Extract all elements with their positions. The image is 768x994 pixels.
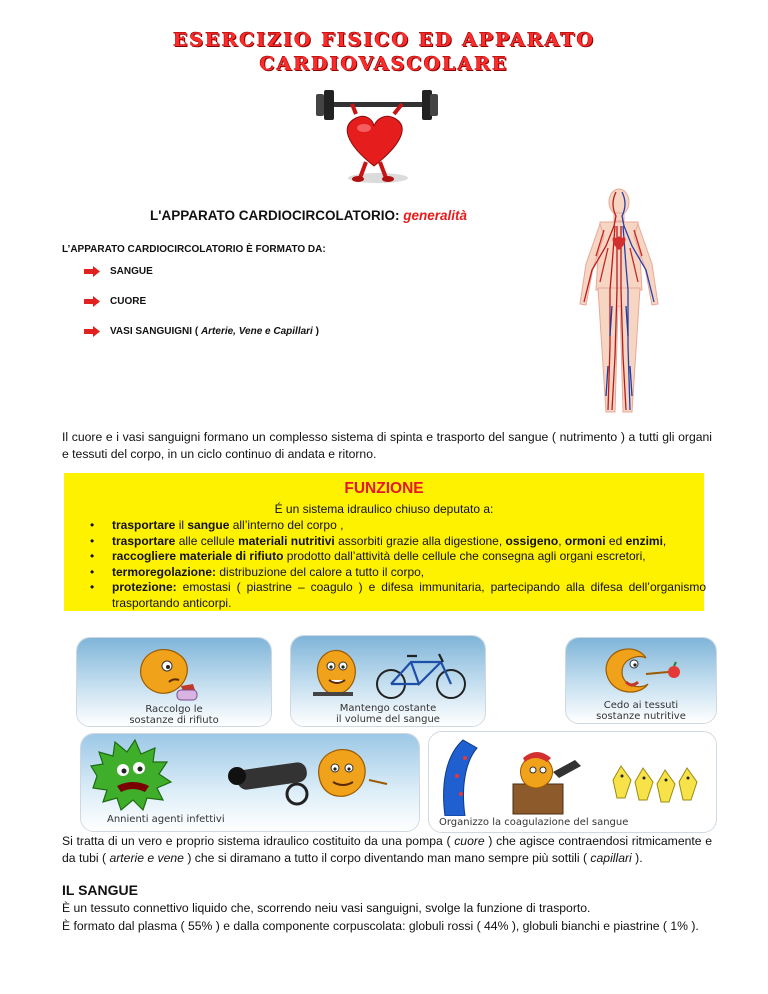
funzione-item: • raccogliere materiale di rifiuto prodotto dall’attività delle cellule che consegna agli organi escretori, <box>90 549 646 563</box>
funzione-item: • protezione: emostasi ( piastrine – coagulo ) e difesa immunitaria, partecipando alla difesa dell’organismo trasportando anticorpi. <box>90 580 706 610</box>
component-label: CUORE <box>110 296 147 307</box>
sangue-line-1: È un tessuto connettivo liquido che, scorrendo neiu vasi sanguigni, svolge la funzione di trasporto. <box>62 901 591 915</box>
section-heading-main: L'APPARATO CARDIOCIRCOLATORIO: <box>150 208 404 223</box>
title-line-1: ESERCIZIO FISICO ED APPARATO <box>172 29 596 51</box>
caption-line: sostanze nutritive <box>596 711 686 722</box>
caption-line: Annienti agenti infettivi <box>107 814 225 825</box>
platelets-group-icon <box>613 766 697 802</box>
blood-cell-character-icon <box>313 650 355 696</box>
paragraph-1: Il cuore e i vasi sanguigni formano un complesso sistema di spinta e trasporto del sangue ( nutrimento ) a tutti gli organi e tessuti del corpo, in un ciclo continuo di andata e ritorno. <box>62 430 712 461</box>
cannon-icon <box>228 761 308 804</box>
component-item-sangue <box>84 266 153 277</box>
caption-line: sostanze di rifiuto <box>129 715 219 726</box>
caption-line: Mantengo costante <box>339 703 437 714</box>
funzione-title: FUNZIONE <box>344 480 424 497</box>
component-label: VASI SANGUIGNI ( Arterie, Vene e Capillari ) <box>110 326 319 337</box>
red-arrow-icon <box>84 266 100 277</box>
intro-line: L’APPARATO CARDIOCIRCOLATORIO È FORMATO DA: <box>62 244 326 255</box>
section-heading-accent: generalità <box>403 208 467 223</box>
caption-line: Cedo ai tessuti <box>603 700 679 711</box>
red-arrow-icon <box>84 296 100 307</box>
caption-line: Organizzo la coagulazione del sangue <box>439 817 629 828</box>
title-line-2: CARDIOVASCOLARE <box>259 53 509 75</box>
illustration-panel-nutrients <box>565 637 717 724</box>
component-item-vasi <box>84 326 319 337</box>
blood-cell-character-icon <box>586 640 706 700</box>
funzione-item: • termoregolazione: distribuzione del calore a tutto il corpo, <box>90 564 425 579</box>
component-label: SANGUE <box>110 266 153 277</box>
caption-line: Raccolgo le <box>145 704 203 715</box>
circulatory-system-image <box>560 186 678 422</box>
sangue-heading: IL SANGUE <box>62 882 138 898</box>
illustration-panel-waste <box>76 637 272 727</box>
illustration-panel-volume <box>290 635 486 727</box>
illustration-panel-defense <box>80 733 420 832</box>
heart-weightlifter-image <box>316 82 438 188</box>
funzione-item: • trasportare il sangue all’interno del corpo , <box>90 518 344 532</box>
blood-cell-character-icon <box>131 642 211 702</box>
paragraph-2: Si tratta di un vero e proprio sistema idraulico costituito da una pompa ( cuore ) che agisce contraendosi ritmicamente e da tubi ( arterie e vene ) che si diramano a tutto il corpo diventando man mano sempre più sottili ( capillari ). <box>62 834 713 865</box>
section-heading <box>150 208 467 223</box>
funzione-list <box>90 518 706 611</box>
component-item-cuore <box>84 296 146 307</box>
illustration-panel-coagulation <box>428 731 717 833</box>
green-germ-icon <box>91 740 171 810</box>
caption-line: il volume del sangue <box>336 714 440 725</box>
funzione-item: • trasportare alle cellule materiali nutritivi assorbiti grazie alla digestione, ossigeno, ormoni ed enzimi, <box>90 533 667 548</box>
page-title <box>0 28 768 76</box>
red-arrow-icon <box>84 326 100 337</box>
sangue-line-2: È formato dal plasma ( 55% ) e dalla componente corpuscolata: globuli rossi ( 44% ), globuli bianchi e piastrine ( 1% ). <box>62 919 699 933</box>
blood-cell-character-icon <box>513 752 581 814</box>
blood-cell-character-icon <box>319 750 387 797</box>
funzione-intro: É un sistema idraulico chiuso deputato a: <box>274 502 494 516</box>
bicycle-icon <box>377 654 465 698</box>
